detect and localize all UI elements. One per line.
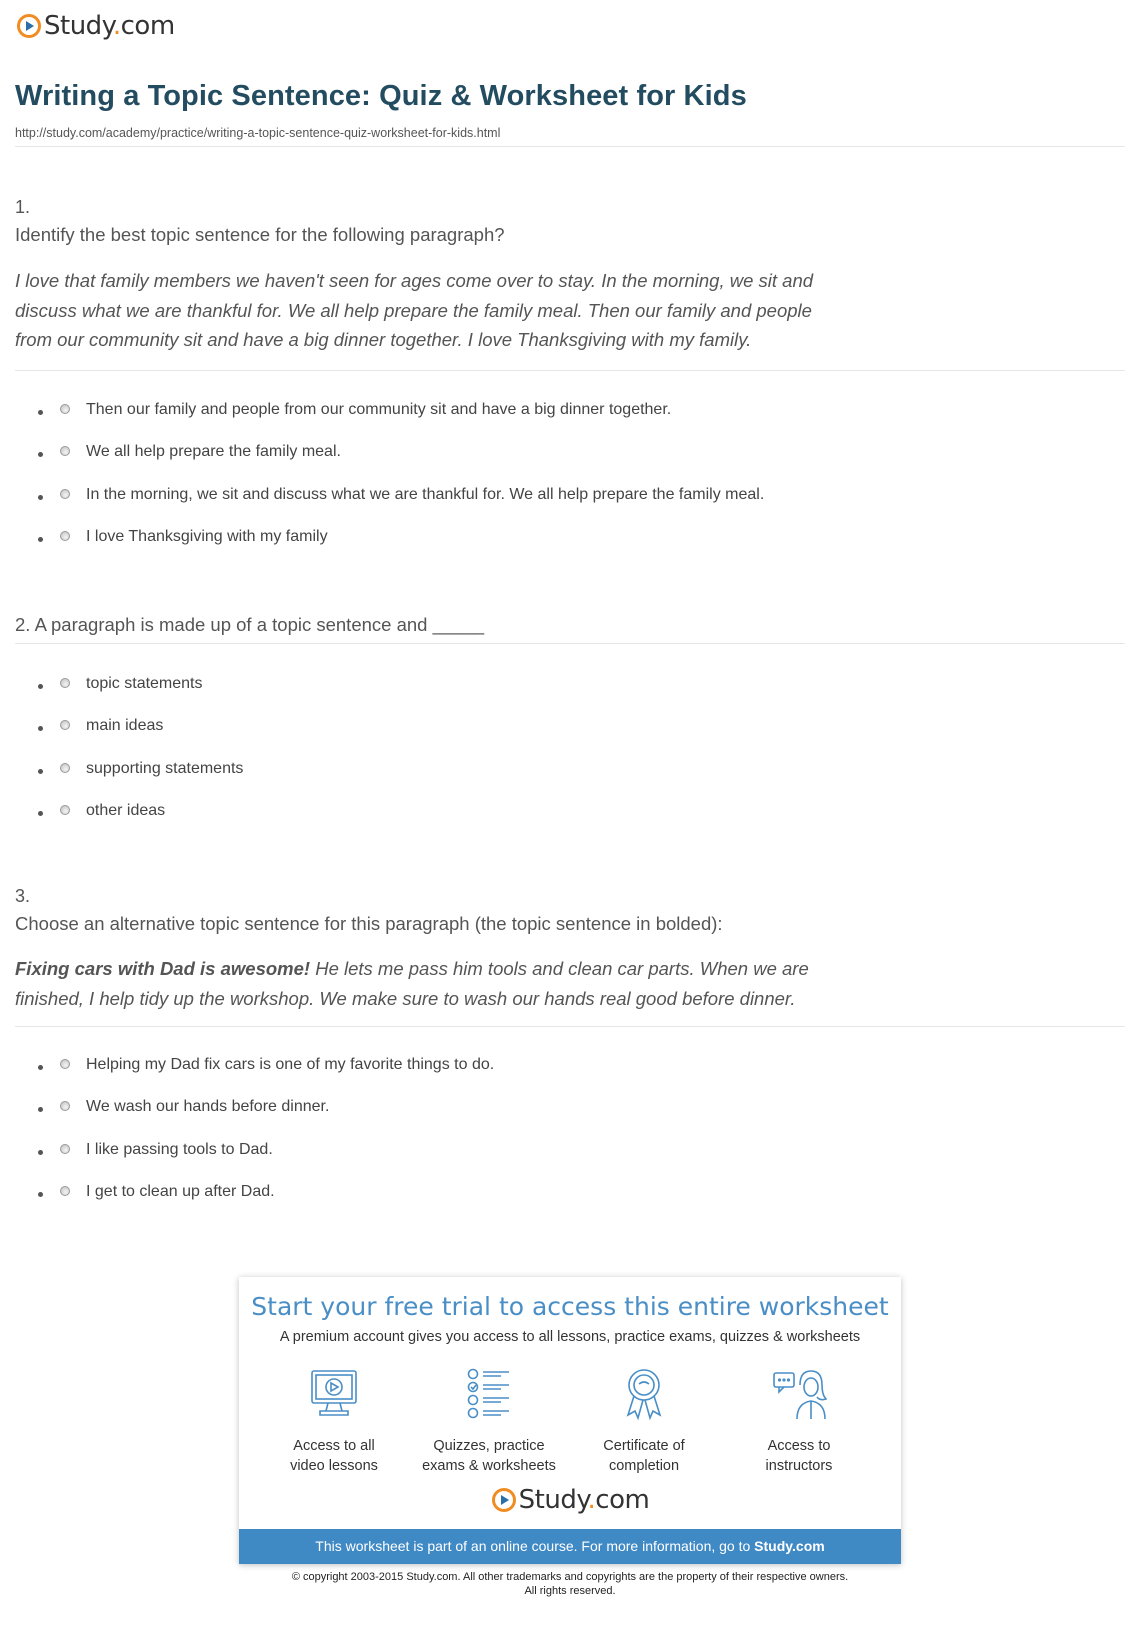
bullet xyxy=(38,1192,43,1197)
option-label: We wash our hands before dinner. xyxy=(86,1098,330,1116)
promo-bar-text: This worksheet is part of an online course. For more information, go to xyxy=(315,1538,755,1554)
promo-info-bar xyxy=(239,1529,901,1564)
divider xyxy=(15,643,1125,644)
passage-line: I love that family members we haven't seen for ages come over to stay. In the morning, we sit and xyxy=(15,270,814,291)
divider xyxy=(15,370,1125,371)
feature-quizzes xyxy=(414,1365,564,1476)
radio-button[interactable] xyxy=(60,1144,70,1154)
feature-certificate xyxy=(569,1365,719,1476)
promo-heading: Start your free trial to access this entire worksheet xyxy=(251,1292,889,1321)
divider xyxy=(15,146,1125,147)
question-2-number: 2. xyxy=(15,614,31,635)
promo-study-logo[interactable] xyxy=(239,1485,901,1515)
question-3-passage xyxy=(15,954,895,1013)
question-2-prompt xyxy=(15,614,484,636)
bullet xyxy=(38,1150,43,1155)
radio-button[interactable] xyxy=(60,1059,70,1069)
divider xyxy=(15,1026,1125,1027)
bullet xyxy=(38,1107,43,1112)
question-1-prompt: Identify the best topic sentence for the following paragraph? xyxy=(15,224,505,245)
logo-wordmark: Study.com xyxy=(518,1485,650,1515)
radio-button[interactable] xyxy=(60,1186,70,1196)
radio-button[interactable] xyxy=(60,720,70,730)
page-title: Writing a Topic Sentence: Quiz & Worksheet for Kids xyxy=(15,80,747,112)
option-label: I get to clean up after Dad. xyxy=(86,1182,275,1200)
bullet xyxy=(38,452,43,457)
feature-label: Certificate of xyxy=(603,1438,685,1454)
option-label: We all help prepare the family meal. xyxy=(86,443,341,461)
free-trial-promo[interactable] xyxy=(239,1277,901,1564)
radio-button[interactable] xyxy=(60,489,70,499)
radio-button[interactable] xyxy=(60,1101,70,1111)
option-label: In the morning, we sit and discuss what we are thankful for. We all help prepare the family meal. xyxy=(86,485,765,503)
passage-line: discuss what we are thankful for. We all help prepare the family meal. Then our family and people xyxy=(15,299,812,321)
topic-sentence-bold: Fixing cars with Dad is awesome! xyxy=(15,958,311,979)
feature-label: completion xyxy=(608,1458,680,1474)
feature-label: instructors xyxy=(765,1458,833,1474)
study-logo[interactable] xyxy=(16,8,175,44)
feature-video-lessons xyxy=(259,1365,409,1476)
video-monitor-icon xyxy=(306,1365,362,1421)
play-circle-icon xyxy=(16,13,42,39)
bullet xyxy=(38,726,43,731)
bullet xyxy=(38,410,43,415)
option-label: Helping my Dad fix cars is one of my favorite things to do. xyxy=(86,1056,495,1073)
feature-label: Access to xyxy=(767,1438,831,1454)
radio-button[interactable] xyxy=(60,446,70,456)
checklist-icon xyxy=(461,1365,517,1421)
passage-line: finished, I help tidy up the workshop. We make sure to wash our hands real good before dinner. xyxy=(15,987,796,1009)
bullet xyxy=(38,495,43,500)
play-circle-icon xyxy=(491,1487,517,1513)
question-2-text: A paragraph is made up of a topic sentence and _____ xyxy=(34,614,485,635)
bullet xyxy=(38,1065,43,1070)
question-1-passage xyxy=(15,266,895,355)
option-label: I love Thanksgiving with my family xyxy=(86,527,328,545)
radio-button[interactable] xyxy=(60,763,70,773)
question-3-number: 3. xyxy=(15,886,31,906)
promo-subheading: A premium account gives you access to all lessons, practice exams, quizzes & worksheets xyxy=(279,1329,861,1345)
copyright-line: © copyright 2003-2015 Study.com. All other trademarks and copyrights are the property of their respective owners. xyxy=(291,1571,849,1583)
passage-text: He lets me pass him tools and clean car parts. When we are xyxy=(310,958,809,979)
radio-button[interactable] xyxy=(60,678,70,688)
bullet xyxy=(38,769,43,774)
radio-button[interactable] xyxy=(60,805,70,815)
feature-label: Access to all xyxy=(293,1438,375,1454)
feature-label: exams & worksheets xyxy=(422,1458,556,1474)
feature-instructors xyxy=(724,1365,874,1476)
ribbon-award-icon xyxy=(616,1365,672,1421)
promo-bar-link[interactable]: Study.com xyxy=(754,1538,825,1554)
question-3-prompt: Choose an alternative topic sentence for this paragraph (the topic sentence in bolded): xyxy=(15,913,723,934)
radio-button[interactable] xyxy=(60,404,70,414)
option-label: topic statements xyxy=(86,675,203,692)
page-url: http://study.com/academy/practice/writing-a-topic-sentence-quiz-worksheet-for-kids.html xyxy=(15,126,501,140)
feature-label: Quizzes, practice xyxy=(433,1438,545,1454)
instructor-chat-icon xyxy=(771,1365,827,1421)
copyright-footer xyxy=(0,1570,1140,1598)
option-label: supporting statements xyxy=(86,759,244,777)
logo-wordmark: Study.com xyxy=(44,11,175,41)
passage-line: from our community sit and have a big dinner together. I love Thanksgiving with my family. xyxy=(15,329,752,350)
question-1-number: 1. xyxy=(15,197,31,217)
option-label: I like passing tools to Dad. xyxy=(86,1140,273,1158)
bullet xyxy=(38,811,43,816)
bullet xyxy=(38,684,43,689)
option-label: main ideas xyxy=(86,717,164,735)
option-label: Then our family and people from our community sit and have a big dinner together. xyxy=(86,401,672,418)
radio-button[interactable] xyxy=(60,531,70,541)
bullet xyxy=(38,537,43,542)
option-label: other ideas xyxy=(86,801,166,819)
copyright-line: All rights reserved. xyxy=(524,1585,616,1597)
passage-line xyxy=(15,954,895,984)
feature-label: video lessons xyxy=(290,1458,378,1474)
